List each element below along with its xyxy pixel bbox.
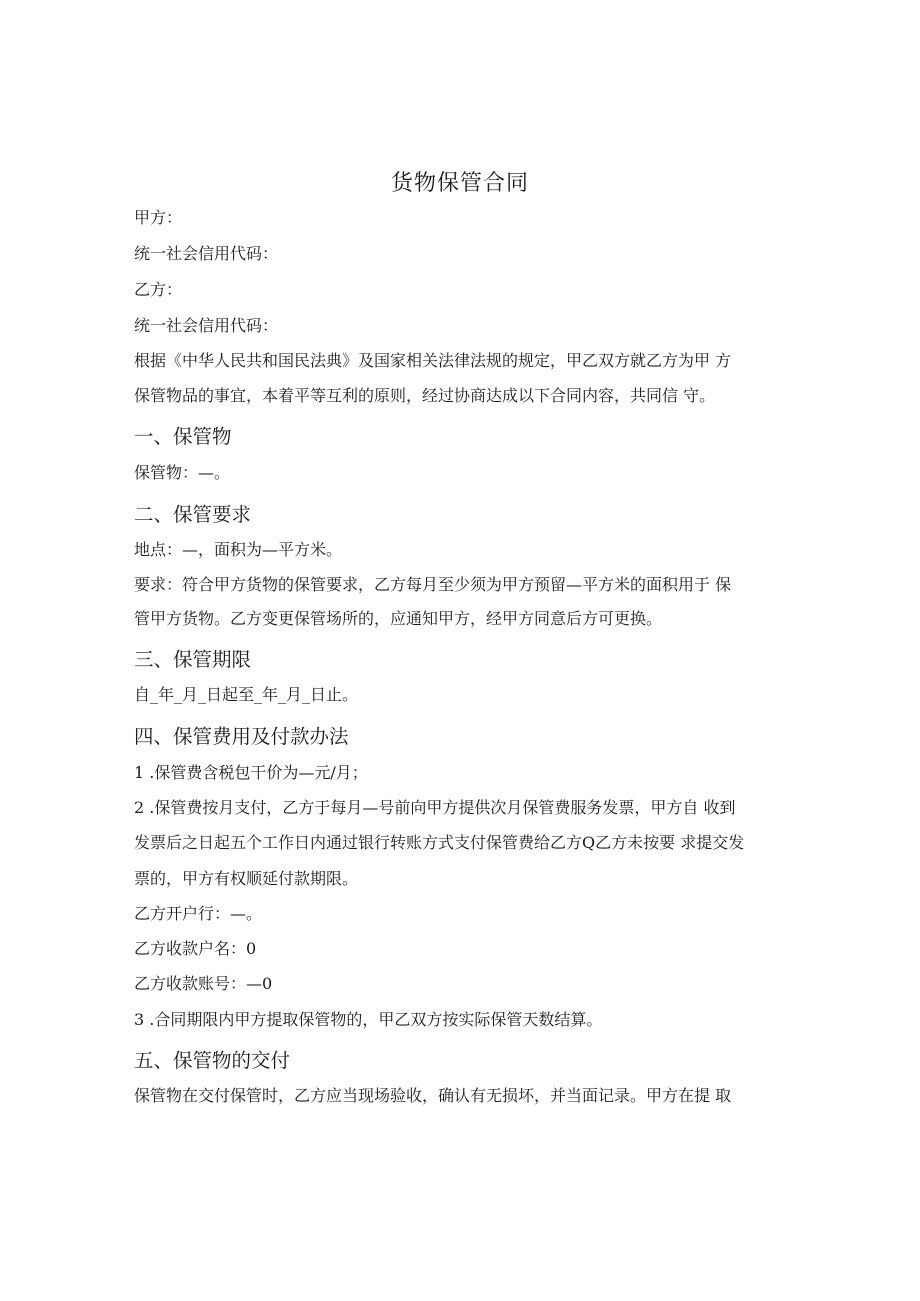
section-heading: 二、保管要求 bbox=[134, 503, 252, 526]
paragraph-line: 管甲方货物。乙方变更保管场所的，应通知甲方，经甲方同意后方可更换。 bbox=[134, 609, 663, 628]
section-heading: 五、保管物的交付 bbox=[134, 1049, 291, 1072]
paragraph-line: 乙方收款户名：0 bbox=[134, 939, 257, 958]
document-title: 货物保管合同 bbox=[390, 171, 529, 196]
paragraph-line: 2 .保管费按月支付，乙方于每月—号前向甲方提供次月保管费服务发票，甲方自 收到 bbox=[134, 798, 736, 817]
paragraph-line: 乙方开户行：—。 bbox=[134, 904, 263, 923]
preamble-line: 保管物品的事宜，本着平等互利的原则，经过协商达成以下合同内容，共同信 守。 bbox=[134, 386, 716, 405]
party-b-credit-code-label: 统一社会信用代码： bbox=[134, 316, 279, 335]
paragraph-line: 地点：—，面积为—平方米。 bbox=[134, 540, 343, 559]
section-heading: 一、保管物 bbox=[134, 425, 232, 448]
party-a-label: 甲方： bbox=[134, 208, 183, 227]
paragraph-line: 1 .保管费含税包干价为—元/月； bbox=[134, 763, 368, 782]
section-heading: 三、保管期限 bbox=[134, 648, 252, 671]
paragraph-line: 要求：符合甲方货物的保管要求，乙方每月至少须为甲方预留—平方米的面积用于 保 bbox=[134, 575, 732, 594]
paragraph-line: 3 .合同期限内甲方提取保管物的，甲乙双方按实际保管天数结算。 bbox=[134, 1010, 603, 1029]
paragraph-line: 保管物在交付保管时，乙方应当现场验收，确认有无损坏，并当面记录。甲方在提 取 bbox=[134, 1086, 732, 1105]
party-b-label: 乙方： bbox=[134, 280, 183, 299]
paragraph-line: 票的，甲方有权顺延付款期限。 bbox=[134, 869, 359, 888]
section-heading: 四、保管费用及付款办法 bbox=[134, 725, 349, 748]
paragraph-line: 发票后之日起五个工作日内通过银行转账方式支付保管费给乙方Q乙方未按要 求提交发 bbox=[134, 833, 745, 852]
paragraph-line: 自_年_月_日起至_年_月_日止。 bbox=[134, 685, 359, 704]
preamble-line: 根据《中华人民共和国民法典》及国家相关法律法规的规定，甲乙双方就乙方为甲 方 bbox=[134, 351, 732, 370]
paragraph-line: 保管物：—。 bbox=[134, 463, 231, 482]
paragraph-line: 乙方收款账号：—0 bbox=[134, 974, 273, 993]
party-a-credit-code-label: 统一社会信用代码： bbox=[134, 244, 279, 263]
